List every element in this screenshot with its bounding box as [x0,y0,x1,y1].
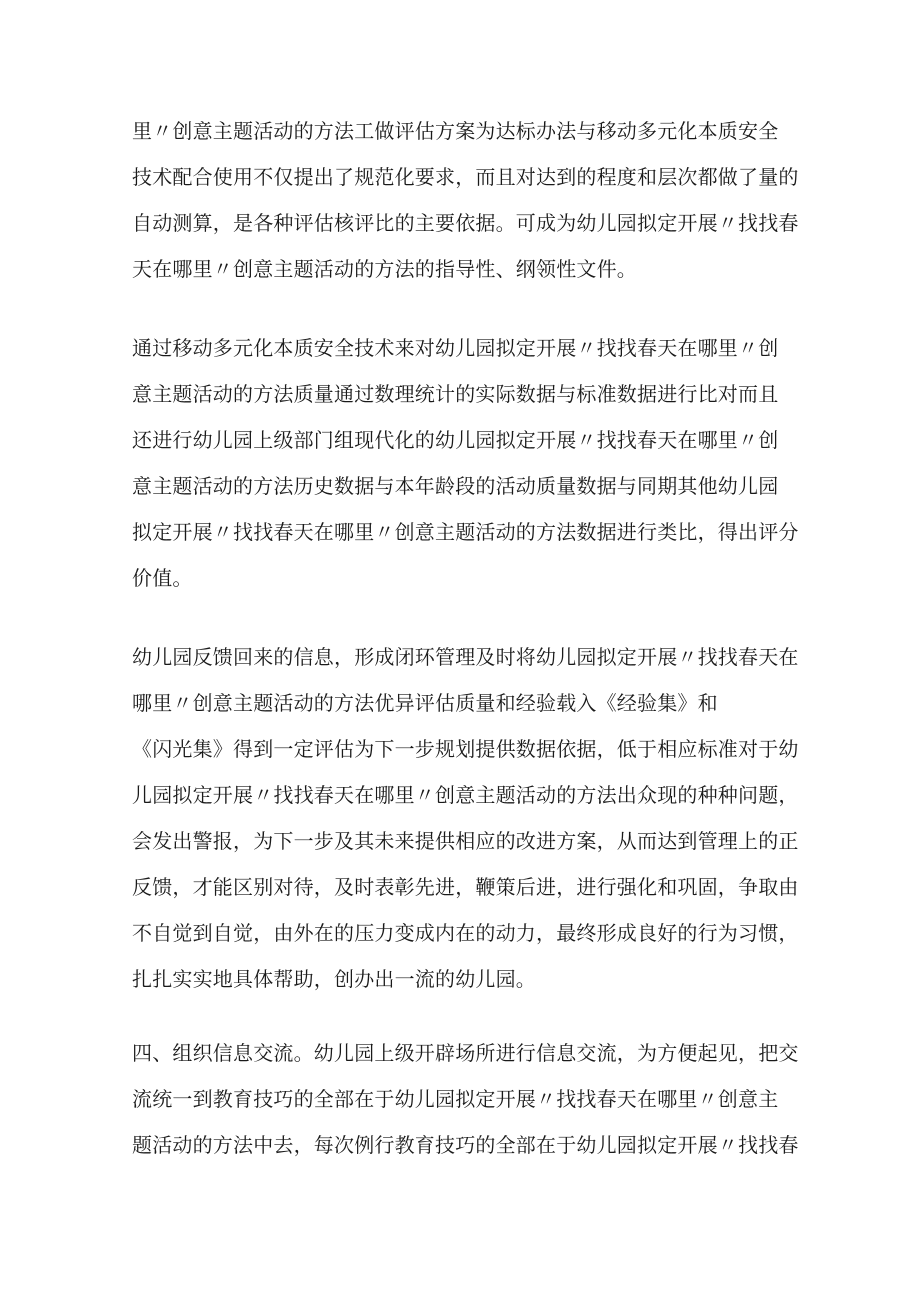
paragraph-data-comparison [132,325,812,601]
text-line: 哪里〃创意主题活动的方法优异评估质量和经验载入《经验集》和 [132,691,718,715]
text-line: 意主题活动的方法历史数据与本年龄段的活动质量数据与同期其他幼儿园 [132,474,779,498]
paragraph-evaluation-plan [132,108,812,292]
text-line: 四、组织信息交流。幼儿园上级开辟场所进行信息交流，为方便起见，把交 [132,1041,799,1065]
text-line: 价值。 [132,566,193,590]
text-line: 不自觉到自觉，由外在的压力变成内在的动力，最终形成良好的行为习惯， [132,921,799,945]
paragraph-feedback [132,634,812,1002]
text-line: 题活动的方法中去，每次例行教育技巧的全部在于幼儿园拟定开展〃找找春 [132,1133,799,1157]
text-line: 天在哪里〃创意主题活动的方法的指导性、纲领性文件。 [132,257,637,281]
text-line: 自动测算，是各种评估核评比的主要依据。可成为幼儿园拟定开展〃找找春 [132,211,799,235]
text-line: 反馈，才能区别对待，及时表彰先进，鞭策后进，进行强化和巩固，争取由 [132,875,799,899]
text-line: 里〃创意主题活动的方法工做评估方案为达标办法与移动多元化本质安全 [132,119,779,143]
text-line: 技术配合使用不仅提出了规范化要求，而且对达到的程度和层次都做了量的 [132,165,799,189]
text-line: 流统一到教育技巧的全部在于幼儿园拟定开展〃找找春天在哪里〃创意主 [132,1087,779,1111]
text-line: 通过移动多元化本质安全技术来对幼儿园拟定开展〃找找春天在哪里〃创 [132,336,779,360]
text-line: 儿园拟定开展〃找找春天在哪里〃创意主题活动的方法出众现的种种问题， [132,783,799,807]
text-line: 扎扎实实地具体帮助，创办出一流的幼儿园。 [132,967,536,991]
text-line: 幼儿园反馈回来的信息，形成闭环管理及时将幼儿园拟定开展〃找找春天在 [132,645,799,669]
text-line: 会发出警报，为下一步及其未来提供相应的改进方案，从而达到管理上的正 [132,829,799,853]
text-line: 还进行幼儿园上级部门组现代化的幼儿园拟定开展〃找找春天在哪里〃创 [132,428,779,452]
text-line: 意主题活动的方法质量通过数理统计的实际数据与标准数据进行比对而且 [132,382,779,406]
paragraph-information-exchange [132,1030,812,1168]
text-line: 《闪光集》得到一定评估为下一步规划提供数据依据，低于相应标准对于幼 [132,737,799,761]
text-line: 拟定开展〃找找春天在哪里〃创意主题活动的方法数据进行类比，得出评分 [132,520,799,544]
